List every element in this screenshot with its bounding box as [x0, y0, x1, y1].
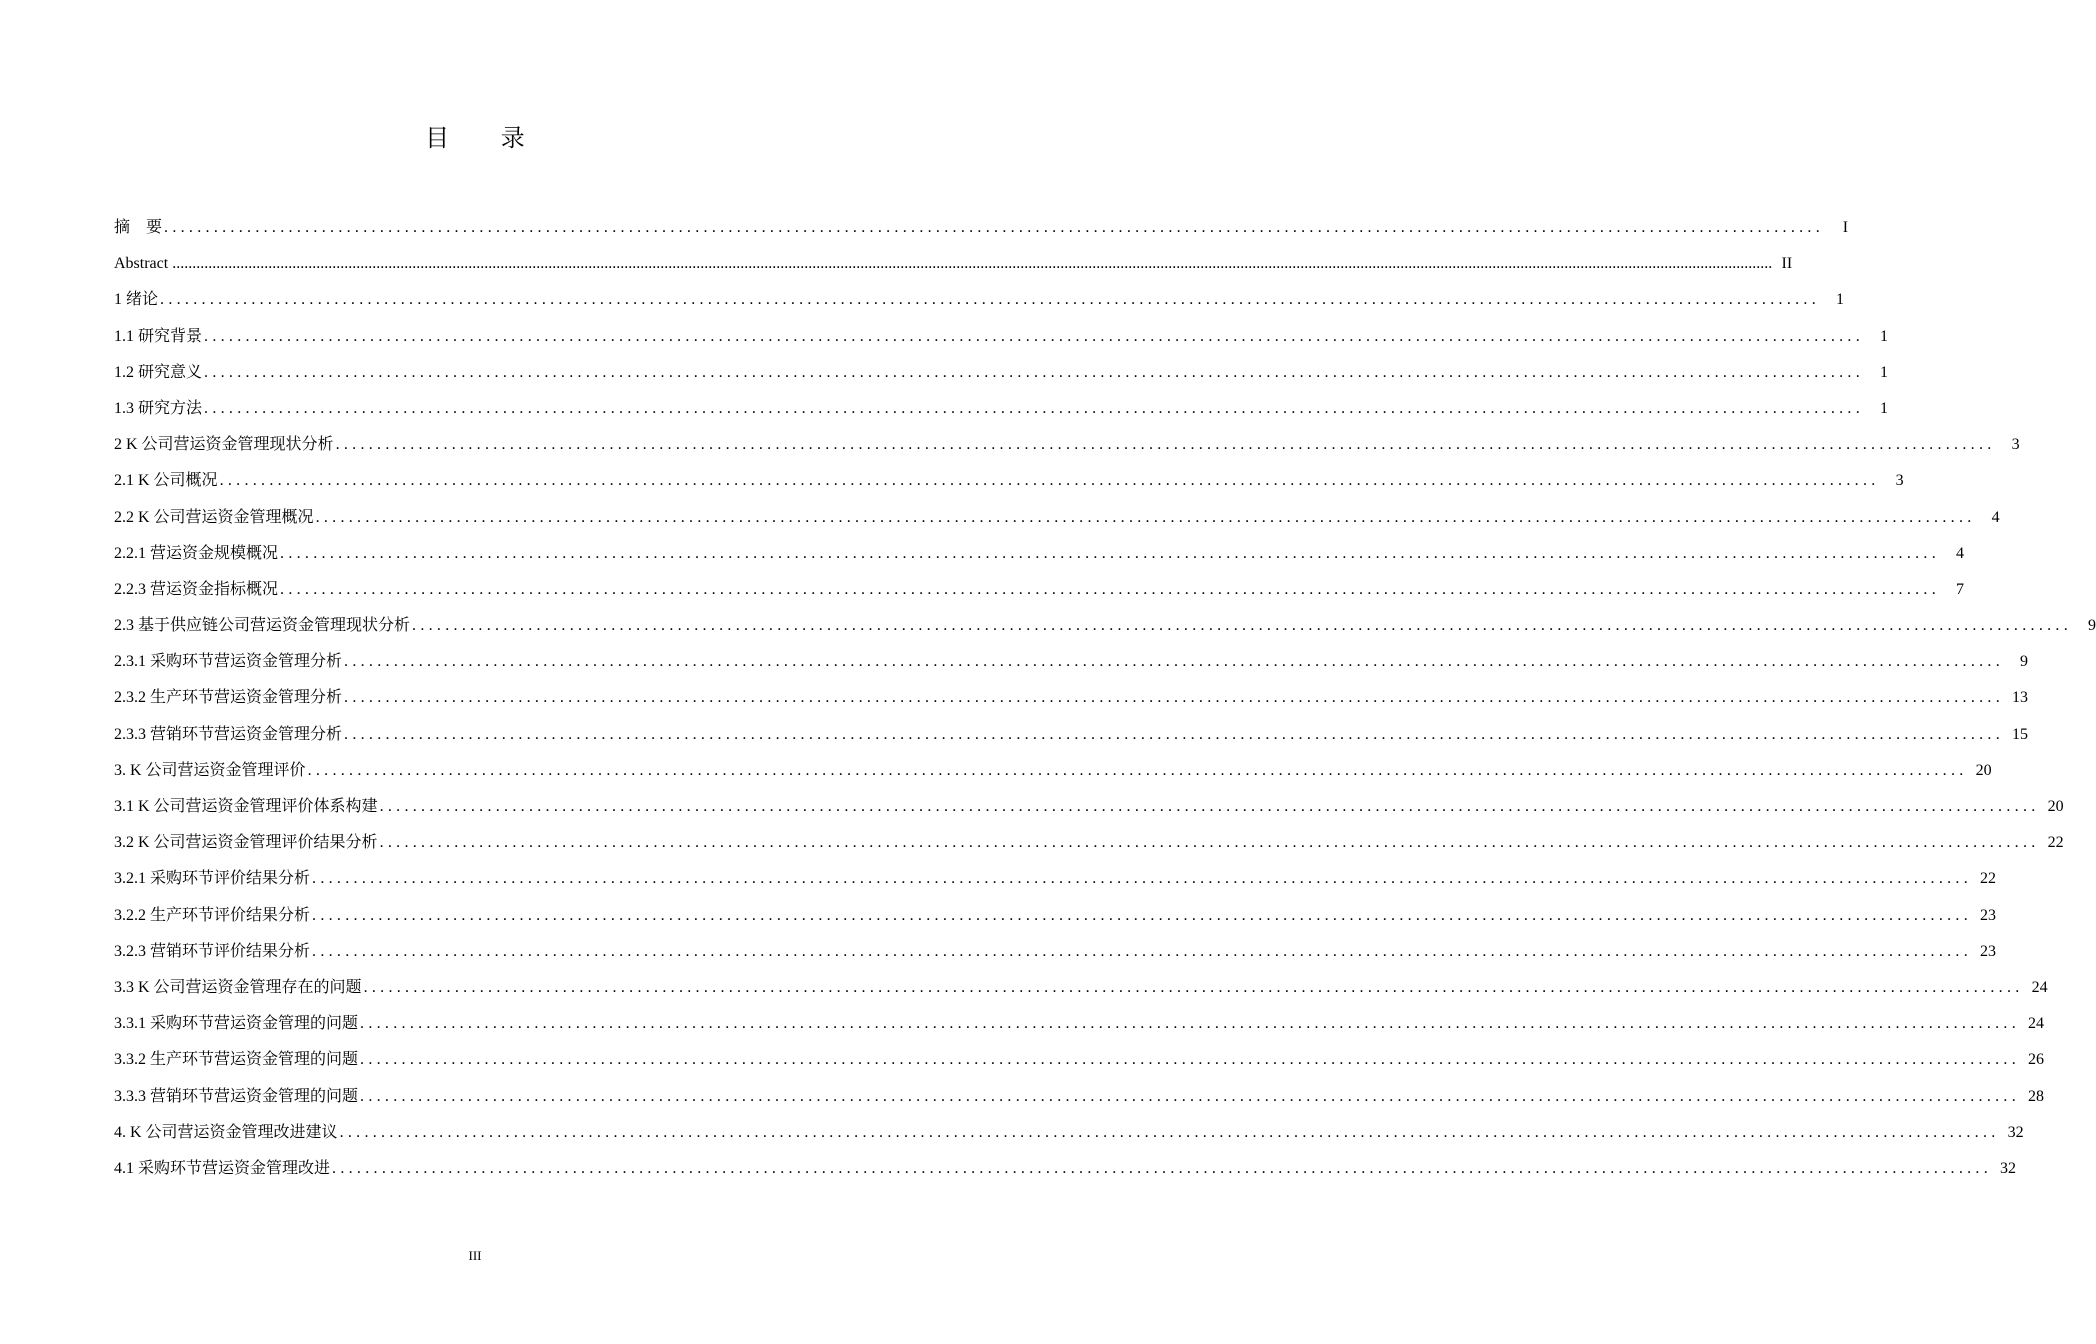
toc-entry-page: 1 [1880, 399, 1889, 417]
toc-entry-page: 3 [2011, 436, 2020, 454]
toc-entry[interactable] [114, 717, 2029, 753]
toc-entry-label: 2.3.2 生产环节营运资金管理分析 [114, 689, 343, 707]
toc-entry-label: 3.2.2 生产环节评价结果分析 [114, 906, 311, 924]
toc-entry-label: 2.3.3 营销环节营运资金管理分析 [114, 725, 343, 743]
toc-entry[interactable] [114, 246, 1793, 282]
toc-entry[interactable] [114, 680, 2029, 716]
toc-entry-label: 4.1 采购环节营运资金管理改进 [114, 1159, 331, 1177]
toc-entry[interactable] [114, 1079, 2045, 1115]
toc-entry-label: 1 绪论 [114, 291, 159, 309]
toc-dot-leader: ........................................................................................................................................................................................................ [312, 906, 1973, 924]
toc-entry-page: 22 [1980, 870, 1997, 888]
toc-dot-leader: ........................................................................................................................................................................................................ [339, 1123, 2000, 1141]
toc-dot-leader: ........................................................................................................................................................................................................ [360, 1051, 2021, 1069]
toc-dot-leader: ........................................................................................................................................................................................................ [344, 725, 2005, 743]
toc-dot-leader: ........................................................................................................................................................................................................ [360, 1087, 2021, 1105]
toc-entry-label: 2.1 K 公司概况 [114, 472, 218, 490]
toc-entry[interactable] [114, 970, 2048, 1006]
toc-entry[interactable] [114, 500, 2000, 536]
toc-dot-leader: ................................................................................................................................................................................................................................................................................................................................................................................................................ [172, 255, 1773, 273]
toc-entry[interactable] [114, 319, 1889, 355]
toc-entry-label: 2.2.3 营运资金指标概况 [114, 580, 279, 598]
toc-entry-page: 24 [2028, 1015, 2045, 1033]
toc-dot-leader: ........................................................................................................................................................................................................ [360, 1015, 2021, 1033]
toc-dot-leader: ........................................................................................................................................................................................................ [204, 363, 1865, 381]
toc-entry-label: 3.2.1 采购环节评价结果分析 [114, 870, 311, 888]
toc-entry-page: 28 [2028, 1087, 2045, 1105]
toc-entry-label: 摘 要 [114, 219, 163, 236]
toc-list [114, 210, 2096, 1187]
toc-entry[interactable] [114, 1115, 2024, 1151]
toc-dot-leader: ........................................................................................................................................................................................................ [344, 653, 2005, 671]
toc-entry-page: II [1781, 255, 1793, 273]
page-number: III [468, 1248, 482, 1263]
toc-dot-leader: ........................................................................................................................................................................................................ [219, 472, 1880, 490]
toc-entry[interactable] [114, 536, 1965, 572]
toc-entry-page: 32 [2000, 1159, 2017, 1177]
toc-dot-leader: ........................................................................................................................................................................................................ [412, 617, 2073, 635]
toc-dot-leader: ........................................................................................................................................................................................................ [280, 580, 1941, 598]
toc-entry-page: 9 [2088, 617, 2096, 635]
toc-entry-label: 3. K 公司营运资金管理评价 [114, 761, 306, 779]
toc-entry-label: Abstract [114, 255, 169, 273]
toc-dot-leader: ........................................................................................................................................................................................................ [204, 327, 1865, 345]
toc-entry-label: 3.2.3 营销环节评价结果分析 [114, 942, 311, 960]
toc-entry[interactable] [114, 1042, 2045, 1078]
toc-entry-label: 2.2.1 营运资金规模概况 [114, 544, 279, 562]
toc-entry[interactable] [114, 934, 1997, 970]
toc-dot-leader: ........................................................................................................................................................................................................ [335, 436, 1996, 454]
toc-entry-page: 1 [1836, 291, 1845, 309]
toc-entry-page: 15 [2012, 725, 2029, 743]
toc-entry-page: 26 [2028, 1051, 2045, 1069]
toc-dot-leader: ........................................................................................................................................................................................................ [307, 761, 1968, 779]
toc-dot-leader: ........................................................................................................................................................................................................ [315, 508, 1976, 526]
toc-entry-label: 1.3 研究方法 [114, 399, 203, 417]
toc-entry-page: 4 [1956, 544, 1965, 562]
toc-entry-page: 24 [2031, 978, 2048, 996]
toc-entry[interactable] [114, 644, 2029, 680]
toc-dot-leader: ........................................................................................................................................................................................................ [312, 870, 1973, 888]
toc-entry[interactable] [114, 282, 1845, 318]
toc-dot-leader: ........................................................................................................................................................................................................ [379, 798, 2040, 815]
toc-entry[interactable] [114, 825, 2064, 861]
toc-entry-label: 2.3 基于供应链公司营运资金管理现状分析 [114, 617, 411, 635]
toc-entry-page: 4 [1991, 508, 2000, 526]
toc-entry[interactable] [114, 427, 2020, 463]
toc-entry-page: 22 [2047, 834, 2064, 852]
toc-entry[interactable] [114, 463, 1904, 499]
toc-dot-leader: ........................................................................................................................................................................................................ [280, 544, 1941, 562]
toc-entry[interactable] [114, 1151, 2017, 1187]
toc-dot-leader: ........................................................................................................................................................................................................ [344, 689, 2005, 707]
toc-entry[interactable] [114, 210, 1849, 246]
toc-dot-leader: ........................................................................................................................................................................................................ [332, 1159, 1993, 1177]
toc-entry-label: 1.2 研究意义 [114, 363, 203, 381]
toc-entry-page: 20 [1975, 761, 1992, 779]
toc-entry-label: 3.3 K 公司营运资金管理存在的问题 [114, 978, 362, 996]
toc-entry[interactable] [114, 608, 2096, 644]
toc-entry-label: 4. K 公司营运资金管理改进建议 [114, 1123, 338, 1141]
toc-dot-leader: ........................................................................................................................................................................................................ [160, 291, 1821, 309]
toc-entry-page: 20 [2047, 798, 2064, 815]
toc-entry[interactable] [114, 391, 1889, 427]
toc-entry-page: 32 [2007, 1123, 2024, 1141]
toc-dot-leader: ........................................................................................................................................................................................................ [164, 219, 1825, 236]
toc-dot-leader: ........................................................................................................................................................................................................ [379, 834, 2040, 852]
toc-entry-label: 3.3.2 生产环节营运资金管理的问题 [114, 1051, 359, 1069]
toc-entry-label: 3.1 K 公司营运资金管理评价体系构建 [114, 798, 378, 815]
toc-entry[interactable] [114, 861, 1997, 897]
toc-entry-page: 1 [1880, 363, 1889, 381]
toc-dot-leader: ........................................................................................................................................................................................................ [312, 942, 1973, 960]
toc-entry-page: 3 [1895, 472, 1904, 490]
toc-entry-label: 2 K 公司营运资金管理现状分析 [114, 436, 334, 454]
toc-entry-page: 1 [1880, 327, 1889, 345]
toc-dot-leader: ........................................................................................................................................................................................................ [204, 399, 1865, 417]
toc-entry-page: 7 [1956, 580, 1965, 598]
toc-entry-page: 13 [2012, 689, 2029, 707]
toc-entry-page: I [1842, 219, 1849, 236]
toc-title: 目 录 [425, 124, 547, 152]
toc-entry-page: 9 [2020, 653, 2029, 671]
toc-entry-page: 23 [1980, 906, 1997, 924]
toc-entry[interactable] [114, 789, 2064, 825]
toc-entry-page: 23 [1980, 942, 1997, 960]
toc-entry-label: 3.3.1 采购环节营运资金管理的问题 [114, 1015, 359, 1033]
toc-entry-label: 3.2 K 公司营运资金管理评价结果分析 [114, 834, 378, 852]
toc-entry[interactable] [114, 355, 1889, 391]
toc-entry-label: 2.3.1 采购环节营运资金管理分析 [114, 653, 343, 671]
toc-dot-leader: ........................................................................................................................................................................................................ [363, 978, 2024, 996]
toc-entry[interactable] [114, 753, 1992, 789]
toc-entry[interactable] [114, 1006, 2045, 1042]
toc-entry-label: 1.1 研究背景 [114, 327, 203, 345]
toc-entry[interactable] [114, 898, 1997, 934]
toc-entry[interactable] [114, 572, 1965, 608]
toc-entry-label: 2.2 K 公司营运资金管理概况 [114, 508, 314, 526]
toc-entry-label: 3.3.3 营销环节营运资金管理的问题 [114, 1087, 359, 1105]
